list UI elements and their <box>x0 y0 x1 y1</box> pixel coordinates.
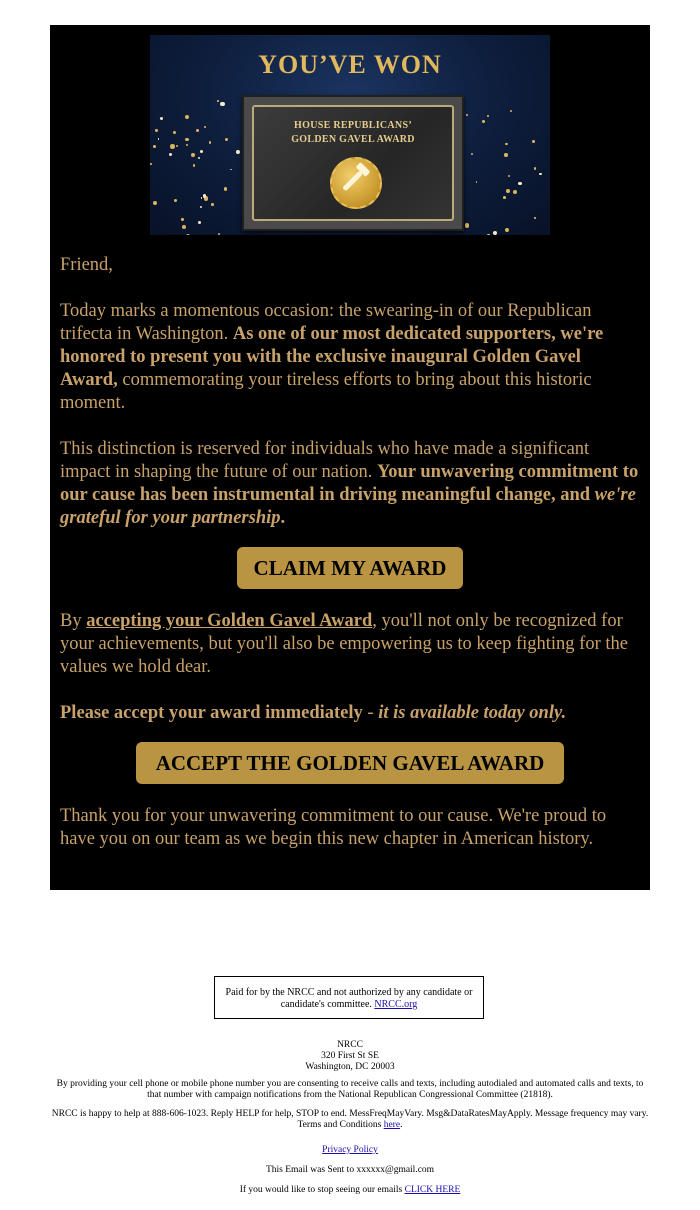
claim-award-button[interactable]: CLAIM MY AWARD <box>237 547 463 589</box>
paragraph-2: This distinction is reserved for individuals who have made a significant impact in shaping the future of our nation. Your unwavering commitment to our cause has been instrumental in driving meaningful change, and we're grateful for your partnership. <box>60 439 639 528</box>
plaque-line-2: GOLDEN GAVEL AWARD <box>291 134 415 145</box>
org-name: NRCC <box>337 1040 363 1050</box>
paragraph-1: Today marks a momentous occasion: the swearing-in of our Republican trifecta in Washington. As one of our most dedicated supporters, we're honored to present you with the exclusive inaugural Golden Gavel Award, commemorating your tireless efforts to bring about this historic moment. <box>60 301 604 413</box>
greeting: Friend, <box>60 255 113 275</box>
paragraph-4: Please accept your award immediately - it is available today only. <box>60 703 567 723</box>
org-address <box>50 1040 650 1073</box>
award-banner-image <box>150 35 550 235</box>
address-line-2: Washington, DC 20003 <box>305 1062 395 1072</box>
plaque-text <box>254 119 452 147</box>
privacy-policy-link[interactable]: Privacy Policy <box>322 1145 378 1155</box>
accept-award-link[interactable]: accepting your Golden Gavel Award <box>86 611 373 631</box>
paid-for-disclaimer: Paid for by the NRCC and not authorized by any candidate or candidate's committee. NRCC.org <box>214 976 484 1019</box>
banner-title: YOU’VE WON <box>258 50 442 79</box>
email-body <box>50 25 650 890</box>
gavel-seal-icon <box>330 157 382 209</box>
unsubscribe-row: If you would like to stop seeing our emails CLICK HERE <box>239 1185 461 1195</box>
address-line-1: 320 First St SE <box>321 1051 379 1061</box>
sent-to-text: This Email was Sent to xxxxxx@gmail.com <box>265 1165 435 1175</box>
paragraph-3: By accepting your Golden Gavel Award, you'll not only be recognized for your achievements, but you'll also be empowering us to keep fighting for the values we hold dear. <box>60 611 628 677</box>
help-text: NRCC is happy to help at 888-606-1023. Reply HELP for help, STOP to end. MessFreqMayVary. Msg&DataRatesMayApply. Message frequency may vary. Terms and Conditions here. <box>51 1109 649 1130</box>
paragraph-5: Thank you for your unwavering commitment to our cause. We're proud to have you on our team as we begin this new chapter in American history. <box>60 806 607 849</box>
terms-link[interactable]: here <box>383 1120 401 1130</box>
accept-award-button[interactable]: ACCEPT THE GOLDEN GAVEL AWARD <box>136 742 564 784</box>
plaque-line-1: HOUSE REPUBLICANS’ <box>294 120 412 131</box>
award-plaque <box>242 95 464 231</box>
privacy-row <box>50 1145 650 1156</box>
sms-consent-text: By providing your cell phone or mobile phone number you are consenting to receive calls and texts, including autodialed and automated calls and texts, to that number with campaign notifications from the National Republican Congressional Committee (21818). <box>56 1079 644 1100</box>
unsubscribe-link[interactable]: CLICK HERE <box>404 1185 461 1195</box>
nrcc-link[interactable]: NRCC.org <box>374 999 418 1010</box>
